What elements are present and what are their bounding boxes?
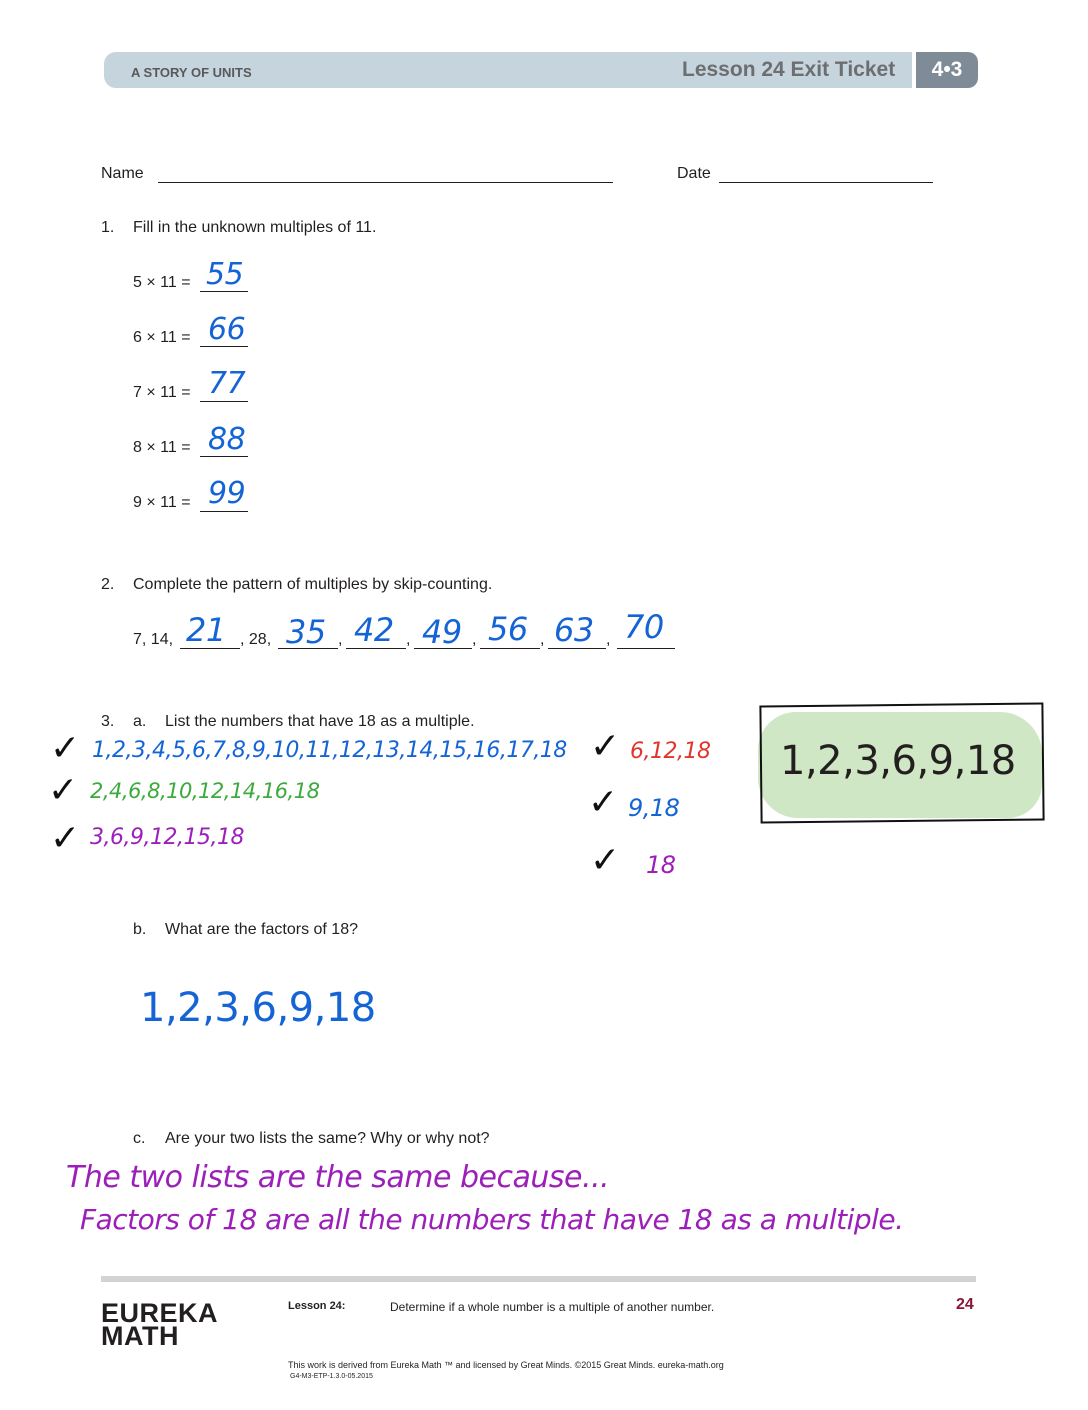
handwritten-answer: 49 (422, 613, 462, 651)
multiplication-expression: 5 × 11 = (133, 274, 191, 291)
check-mark-icon: ✓ (50, 728, 81, 769)
date-field[interactable] (719, 182, 933, 183)
handwritten-answer: 35 (286, 613, 326, 651)
problem-2-prompt: Complete the pattern of multiples by skip-counting. (133, 576, 493, 593)
handwritten-answer: The two lists are the same because... (66, 1160, 610, 1195)
document-code: G4-M3-ETP-1.3.0-05.2015 (290, 1373, 373, 1380)
multiplication-expression: 9 × 11 = (133, 494, 191, 511)
sequence-comma: , (472, 631, 477, 648)
sequence-comma: , (406, 631, 411, 648)
sequence-comma: , (540, 631, 545, 648)
handwritten-answer: 88 (208, 422, 246, 457)
problem-3b-letter: b. (133, 921, 147, 938)
problem-2-number: 2. (101, 576, 115, 593)
logo-line: EUREKA (101, 1298, 219, 1328)
footer-divider (101, 1276, 976, 1282)
sequence-comma: , (606, 631, 611, 648)
handwritten-answer: 42 (354, 611, 394, 649)
handwritten-answer: 70 (624, 608, 664, 646)
check-mark-icon: ✓ (590, 840, 621, 881)
sequence-blank[interactable] (480, 648, 540, 649)
handwritten-work: 6,12,18 (630, 739, 711, 764)
footer-lesson-label: Lesson 24: (288, 1300, 346, 1312)
check-mark-icon: ✓ (50, 818, 81, 859)
name-field[interactable] (158, 182, 613, 183)
check-mark-icon: ✓ (588, 782, 619, 823)
grade-module-tab: 4•3 (916, 52, 978, 88)
handwritten-answer: 99 (208, 476, 246, 511)
handwritten-work: 2,4,6,8,10,12,14,16,18 (90, 779, 320, 803)
boxed-answer-text: 1,2,3,6,9,18 (780, 738, 1016, 784)
problem-3a-prompt: List the numbers that have 18 as a multiple. (165, 713, 475, 730)
handwritten-work: 1,2,3,4,5,6,7,8,9,10,11,12,13,14,15,16,17,18 (92, 738, 567, 763)
multiplication-expression: 7 × 11 = (133, 384, 191, 401)
problem-3b-prompt: What are the factors of 18? (165, 921, 358, 938)
handwritten-work: 9,18 (628, 794, 680, 822)
license-text: This work is derived from Eureka Math ™ and licensed by Great Minds. ©2015 Great Minds. eureka-math.org (288, 1360, 724, 1370)
page-number: 24 (956, 1296, 974, 1313)
multiplication-expression: 6 × 11 = (133, 329, 191, 346)
handwritten-answer: 21 (186, 611, 226, 649)
multiplication-expression: 8 × 11 = (133, 439, 191, 456)
eureka-math-logo (101, 1298, 219, 1351)
handwritten-work: 18 (646, 851, 676, 879)
logo-line: MATH (101, 1321, 179, 1351)
problem-1-number: 1. (101, 219, 115, 236)
handwritten-answer: Factors of 18 are all the numbers that have 18 as a multiple. (80, 1203, 904, 1236)
name-label: Name (101, 165, 144, 182)
handwritten-answer: 77 (208, 366, 246, 401)
handwritten-answer: 63 (554, 611, 594, 649)
handwritten-work: 3,6,9,12,15,18 (90, 825, 244, 850)
problem-1-prompt: Fill in the unknown multiples of 11. (133, 219, 377, 236)
series-label: A STORY OF UNITS (131, 65, 252, 80)
sequence-given-middle: , 28, (240, 631, 272, 648)
check-mark-icon: ✓ (590, 726, 621, 767)
handwritten-answer: 1,2,3,6,9,18 (140, 985, 376, 1031)
problem-3c-prompt: Are your two lists the same? Why or why not? (165, 1130, 490, 1147)
handwritten-answer: 66 (208, 312, 246, 347)
problem-3c-letter: c. (133, 1130, 146, 1147)
handwritten-answer: 55 (206, 257, 244, 292)
problem-3a-letter: a. (133, 713, 147, 730)
sequence-comma: , (338, 631, 343, 648)
check-mark-icon: ✓ (48, 770, 79, 811)
answer-blank[interactable] (200, 401, 248, 402)
date-label: Date (677, 165, 711, 182)
sequence-blank[interactable] (617, 648, 675, 649)
problem-3-number: 3. (101, 713, 115, 730)
sequence-given-start: 7, 14, (133, 631, 174, 648)
footer-lesson-description: Determine if a whole number is a multiple of another number. (390, 1300, 715, 1314)
answer-blank[interactable] (200, 511, 248, 512)
page-title: Lesson 24 Exit Ticket (682, 58, 896, 81)
handwritten-answer: 56 (488, 610, 528, 648)
